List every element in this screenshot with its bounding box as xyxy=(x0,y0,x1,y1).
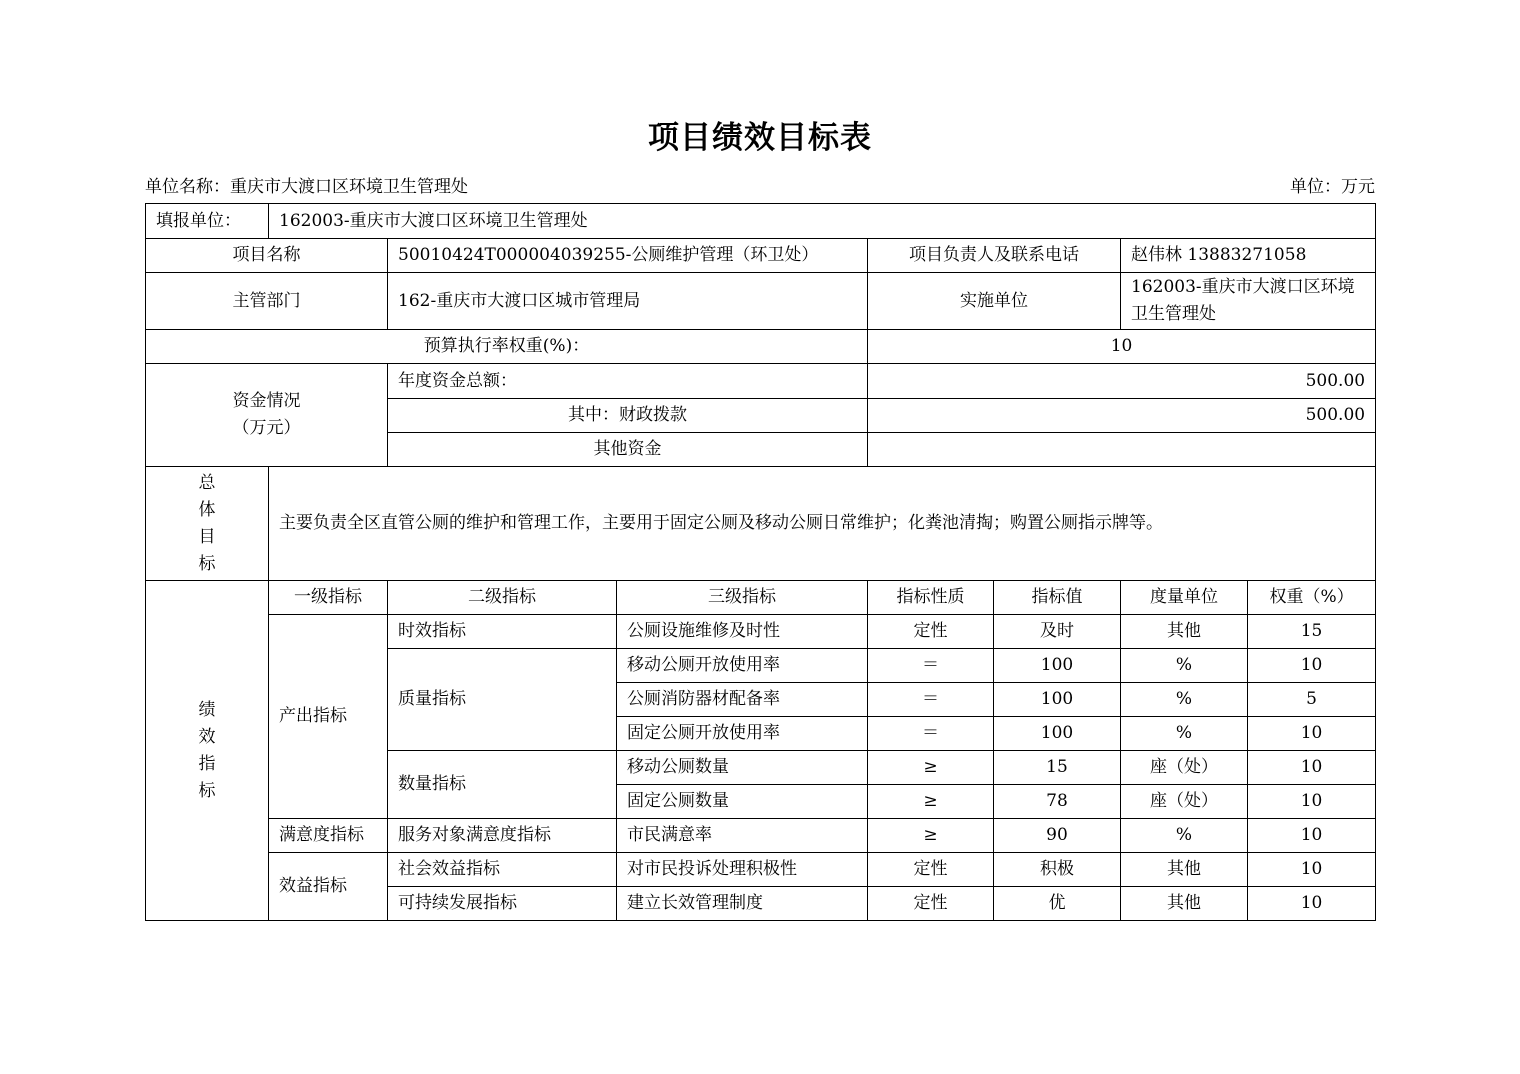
header-weight: 权重（%） xyxy=(1248,581,1376,615)
indicator-nature: ＝ xyxy=(868,683,994,717)
indicator-weight: 10 xyxy=(1248,751,1376,785)
level2-social-benefit: 社会效益指标 xyxy=(388,853,617,887)
funds-total-row xyxy=(146,364,1376,399)
indicator-nature: 定性 xyxy=(868,853,994,887)
level2-quality: 质量指标 xyxy=(388,649,617,751)
indicator-nature: ≥ xyxy=(868,751,994,785)
indicator-weight: 10 xyxy=(1248,649,1376,683)
level3-name: 移动公厕数量 xyxy=(617,751,868,785)
indicator-value: 积极 xyxy=(994,853,1121,887)
header-level3: 三级指标 xyxy=(617,581,868,615)
indicator-unit: % xyxy=(1121,683,1248,717)
indicator-value: 100 xyxy=(994,683,1121,717)
overall-goal-row xyxy=(146,467,1376,581)
funds-total-label: 年度资金总额： xyxy=(388,364,868,399)
indicator-unit: % xyxy=(1121,717,1248,751)
indicator-unit: 其他 xyxy=(1121,887,1248,921)
department-row xyxy=(146,273,1376,330)
indicator-row xyxy=(146,853,1376,887)
goal-label-char: 标 xyxy=(198,553,216,574)
level3-name: 固定公厕数量 xyxy=(617,785,868,819)
indicator-unit: % xyxy=(1121,819,1248,853)
level3-name: 市民满意率 xyxy=(617,819,868,853)
indicator-value: 100 xyxy=(994,649,1121,683)
indicator-nature: ≥ xyxy=(868,819,994,853)
report-unit-row xyxy=(146,204,1376,239)
indicator-value: 15 xyxy=(994,751,1121,785)
level3-name: 公厕设施维修及时性 xyxy=(617,615,868,649)
level2-service-satisfaction: 服务对象满意度指标 xyxy=(388,819,617,853)
overall-goal-text: 主要负责全区直管公厕的维护和管理工作，主要用于固定公厕及移动公厕日常维护；化粪池清掏；购置公厕指示牌等。 xyxy=(269,467,1376,581)
level2-timeliness: 时效指标 xyxy=(388,615,617,649)
project-name-row xyxy=(146,239,1376,273)
indicator-value: 78 xyxy=(994,785,1121,819)
contact-label: 项目负责人及联系电话 xyxy=(868,239,1121,273)
funds-label-line-1: 资金情况 xyxy=(232,391,301,411)
funds-total-value: 500.00 xyxy=(868,364,1376,399)
indicator-weight: 10 xyxy=(1248,717,1376,751)
budget-weight-value: 10 xyxy=(868,330,1376,364)
indicator-unit: 其他 xyxy=(1121,853,1248,887)
project-name-label: 项目名称 xyxy=(146,239,388,273)
goal-label-char: 总 xyxy=(198,472,216,493)
indicator-weight: 5 xyxy=(1248,683,1376,717)
indicator-weight: 15 xyxy=(1248,615,1376,649)
indicator-row xyxy=(146,615,1376,649)
level2-sustainability: 可持续发展指标 xyxy=(388,887,617,921)
level3-name: 固定公厕开放使用率 xyxy=(617,717,868,751)
header-unit: 度量单位 xyxy=(1121,581,1248,615)
level1-benefit: 效益指标 xyxy=(269,853,388,921)
header-value: 指标值 xyxy=(994,581,1121,615)
funds-other-label: 其他资金 xyxy=(388,433,868,467)
implementer-label: 实施单位 xyxy=(868,273,1121,330)
indicator-nature: 定性 xyxy=(868,615,994,649)
page-title: 项目绩效目标表 xyxy=(648,120,872,156)
indicator-value: 及时 xyxy=(994,615,1121,649)
indicator-value: 优 xyxy=(994,887,1121,921)
header-level2: 二级指标 xyxy=(388,581,617,615)
level3-name: 移动公厕开放使用率 xyxy=(617,649,868,683)
project-name-value: 50010424T000004039255-公厕维护管理（环卫处） xyxy=(388,239,868,273)
perf-label-char: 效 xyxy=(198,726,216,747)
funds-label xyxy=(146,364,388,467)
level3-name: 建立长效管理制度 xyxy=(617,887,868,921)
indicator-unit: % xyxy=(1121,649,1248,683)
goal-label-char: 目 xyxy=(198,526,216,547)
budget-weight-row xyxy=(146,330,1376,364)
indicator-value: 90 xyxy=(994,819,1121,853)
indicator-weight: 10 xyxy=(1248,853,1376,887)
report-unit-label: 填报单位： xyxy=(146,204,269,239)
currency-unit: 单位：万元 xyxy=(1290,177,1375,197)
overall-goal-label xyxy=(146,467,269,581)
indicator-unit: 座（处） xyxy=(1121,785,1248,819)
unit-name: 单位名称：重庆市大渡口区环境卫生管理处 xyxy=(145,177,468,197)
level2-quantity: 数量指标 xyxy=(388,751,617,819)
perf-label-char: 绩 xyxy=(198,699,216,720)
perf-label-char: 指 xyxy=(198,753,216,774)
performance-table xyxy=(145,203,1376,921)
perf-label-char: 标 xyxy=(198,780,216,801)
level3-name: 公厕消防器材配备率 xyxy=(617,683,868,717)
indicator-nature: ≥ xyxy=(868,785,994,819)
implementer-line-1: 162003-重庆市大渡口区环境 xyxy=(1131,277,1355,297)
indicator-unit: 座（处） xyxy=(1121,751,1248,785)
indicator-row xyxy=(146,819,1376,853)
funds-other-value xyxy=(868,433,1376,467)
indicator-nature: 定性 xyxy=(868,887,994,921)
performance-indicator-label xyxy=(146,581,269,921)
funds-fiscal-label: 其中：财政拨款 xyxy=(388,399,868,433)
indicator-unit: 其他 xyxy=(1121,615,1248,649)
implementer-value xyxy=(1121,273,1376,330)
header-level1: 一级指标 xyxy=(269,581,388,615)
level3-name: 对市民投诉处理积极性 xyxy=(617,853,868,887)
indicator-value: 100 xyxy=(994,717,1121,751)
contact-value: 赵伟林 13883271058 xyxy=(1121,239,1376,273)
level1-output: 产出指标 xyxy=(269,615,388,819)
indicator-header-row xyxy=(146,581,1376,615)
header-nature: 指标性质 xyxy=(868,581,994,615)
budget-weight-label: 预算执行率权重(%)： xyxy=(146,330,868,364)
report-unit-value: 162003-重庆市大渡口区环境卫生管理处 xyxy=(269,204,1376,239)
indicator-nature: ＝ xyxy=(868,649,994,683)
department-label: 主管部门 xyxy=(146,273,388,330)
goal-label-char: 体 xyxy=(198,499,216,520)
funds-fiscal-value: 500.00 xyxy=(868,399,1376,433)
indicator-weight: 10 xyxy=(1248,785,1376,819)
indicator-nature: ＝ xyxy=(868,717,994,751)
indicator-weight: 10 xyxy=(1248,887,1376,921)
department-value: 162-重庆市大渡口区城市管理局 xyxy=(388,273,868,330)
indicator-weight: 10 xyxy=(1248,819,1376,853)
implementer-line-2: 卫生管理处 xyxy=(1131,304,1216,324)
level1-satisfaction: 满意度指标 xyxy=(269,819,388,853)
funds-label-line-2: （万元） xyxy=(232,418,301,438)
